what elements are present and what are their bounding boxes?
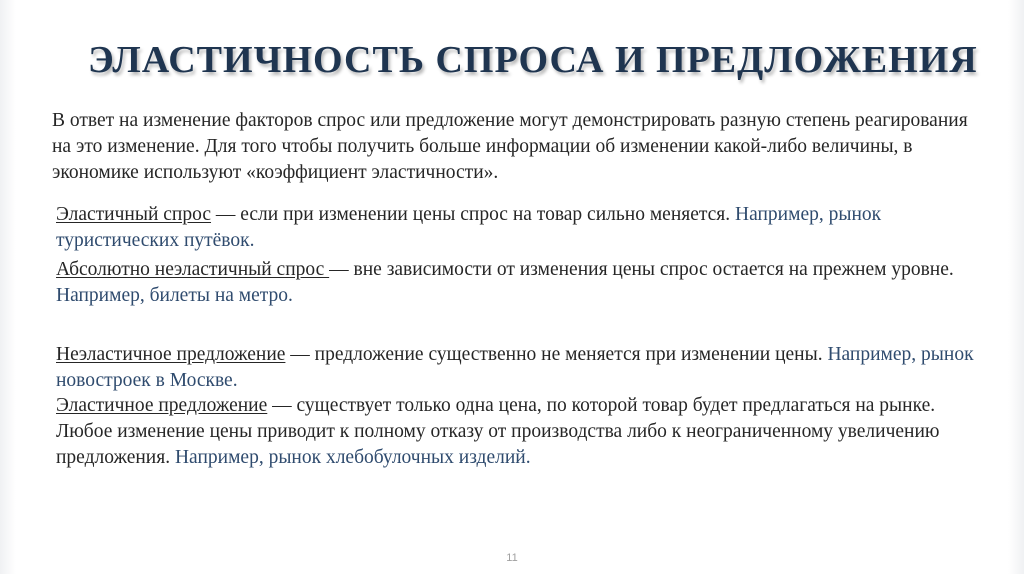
definition-text: — предложение существенно не меняется при изменении цены. <box>285 344 828 365</box>
example-text: Например, рынок новостроек в Москве. <box>56 344 974 391</box>
intro-paragraph: В ответ на изменение факторов спрос или предложение могут демонстрировать разную степень реагирования на это изменение. Для того чтобы получить больше информации об изменении какой-либо величины, в экономике используют «коэффициент эластичности». <box>52 110 968 183</box>
example-text: Например, рынок туристических путёвок. <box>56 204 882 251</box>
definition-inelastic-demand <box>56 257 986 309</box>
definition-text: — вне зависимости от изменения цены спрос остается на прежнем уровне. <box>329 259 954 280</box>
slide-left-edge <box>0 0 16 574</box>
definition-inelastic-supply <box>56 342 986 394</box>
slide-title: ЭЛАСТИЧНОСТЬ СПРОСА И ПРЕДЛОЖЕНИЯ <box>88 39 978 81</box>
page-number: 11 <box>506 552 518 564</box>
example-text: Например, рынок хлебобулочных изделий. <box>174 447 531 468</box>
definition-text: — существует только одна цена, по которой товар будет предлагаться на рынке. Любое изменение цены приводит к полному отказу от производства либо к неограниченному увеличению предложения. <box>56 395 940 468</box>
term-label: Абсолютно неэластичный спрос <box>56 259 330 280</box>
term-label: Неэластичное предложение <box>56 344 286 365</box>
definition-elastic-demand <box>56 202 986 254</box>
example-text: Например, билеты на метро. <box>56 285 293 306</box>
definition-elastic-supply <box>56 393 986 471</box>
term-label: Эластичное предложение <box>56 395 268 416</box>
definition-text: — если при изменении цены спрос на товар сильно меняется. <box>211 204 736 225</box>
slide-right-edge <box>1008 0 1024 574</box>
term-label: Эластичный спрос <box>56 204 212 225</box>
